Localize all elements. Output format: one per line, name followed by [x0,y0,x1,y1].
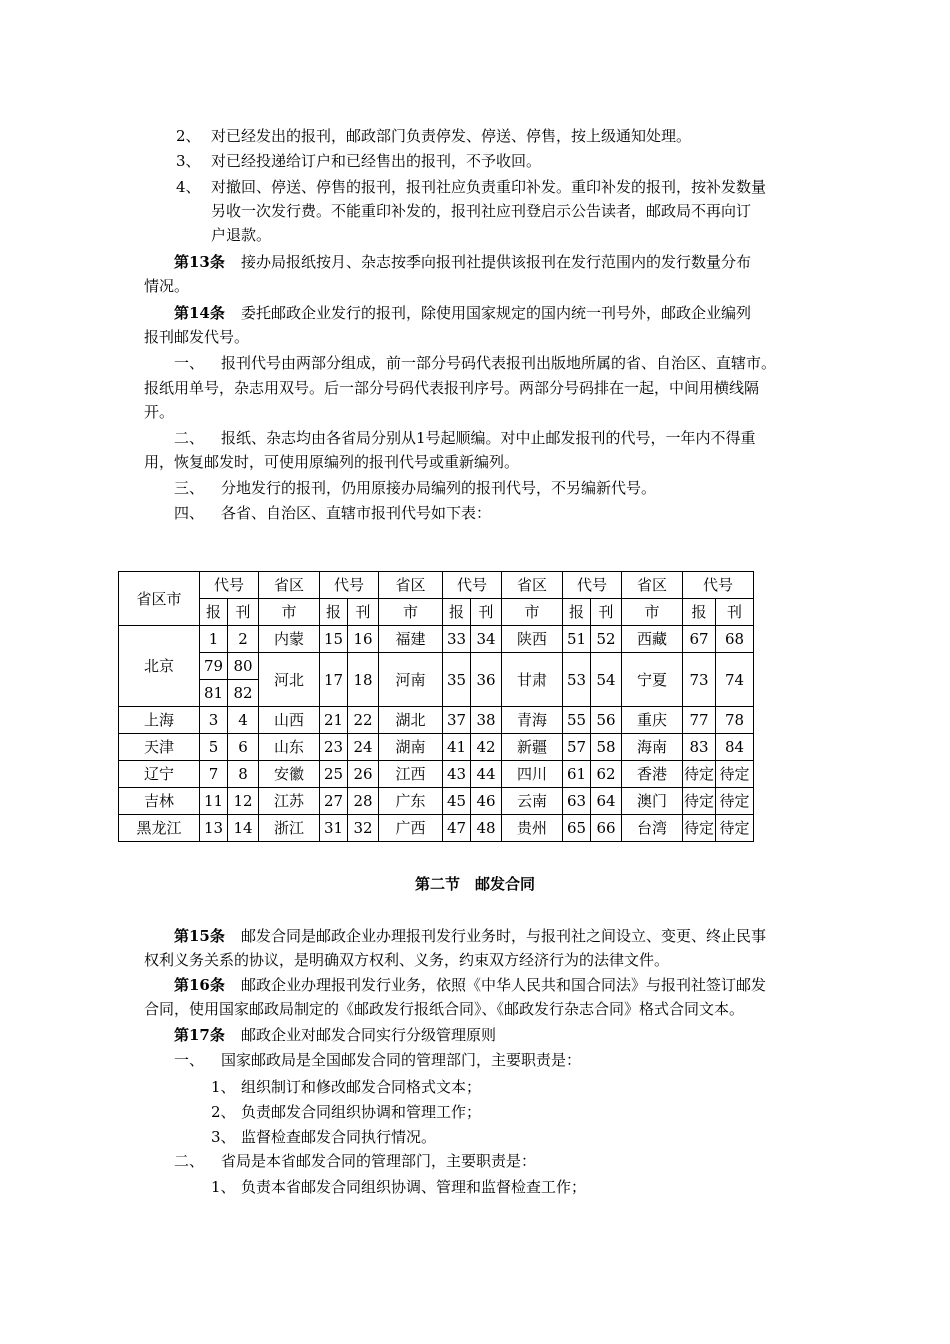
code-bao: 21 [320,707,348,734]
paragraph-17-1 [174,1049,582,1071]
code-bao: 79 [200,653,228,680]
article-label: 第17条 [174,1026,225,1044]
paragraph-number: 三、 [174,479,205,497]
code-kan: 68 [716,626,754,653]
region-cell: 海南 [622,734,683,761]
code-kan: 84 [716,734,754,761]
code-kan: 待定 [716,761,754,788]
header-code: 代号 [200,572,259,599]
header-bao: 报 [443,599,471,626]
table-subheader-row [119,599,754,626]
region-cell: 山东 [259,734,320,761]
header-kan: 刊 [471,599,502,626]
list-item [211,1076,482,1098]
article-text-cont: 情况。 [144,277,190,295]
code-kan: 74 [716,653,754,707]
table-row [119,734,754,761]
article-text-cont: 权利义务关系的协议，是明确双方权利、义务，约束双方经济行为的法律文件。 [144,951,670,969]
article-17 [174,1024,497,1046]
article-label: 第15条 [174,927,225,945]
region-cell: 浙江 [259,815,320,842]
header-region-city: 市 [379,599,443,626]
article-text: 委托邮政企业发行的报刊，除使用国家规定的国内统一刊号外，邮政企业编列 [241,304,752,322]
region-cell: 西藏 [622,626,683,653]
code-kan: 78 [716,707,754,734]
region-cell: 重庆 [622,707,683,734]
header-kan: 刊 [716,599,754,626]
header-code: 代号 [443,572,502,599]
region-cell: 河北 [259,653,320,707]
code-bao: 61 [563,761,591,788]
region-cell: 陕西 [502,626,563,653]
region-cell: 福建 [379,626,443,653]
region-cell: 澳门 [622,788,683,815]
code-bao: 23 [320,734,348,761]
code-bao: 3 [200,707,228,734]
item-number: 1、 [211,1178,236,1196]
region-cell: 内蒙 [259,626,320,653]
region-cell: 香港 [622,761,683,788]
article-text: 邮发合同是邮政企业办理报刊发行业务时，与报刊社之间设立、变更、终止民事 [241,927,767,945]
header-bao: 报 [683,599,716,626]
paragraph-text: 省局是本省邮发合同的管理部门，主要职责是： [221,1152,537,1170]
region-cell: 河南 [379,653,443,707]
article-13 [174,251,752,273]
code-bao: 41 [443,734,471,761]
paragraph-number: 一、 [174,1051,205,1069]
code-kan: 24 [348,734,379,761]
code-kan: 54 [591,653,622,707]
code-kan: 44 [471,761,502,788]
header-kan: 刊 [348,599,379,626]
code-bao: 73 [683,653,716,707]
paragraph-number: 二、 [174,429,205,447]
item-text: 监督检查邮发合同执行情况。 [241,1128,437,1146]
table-row [119,626,754,653]
article-label: 第13条 [174,253,225,271]
code-bao: 17 [320,653,348,707]
code-bao: 33 [443,626,471,653]
code-bao: 35 [443,653,471,707]
region-cell: 安徽 [259,761,320,788]
region-cell: 江苏 [259,788,320,815]
article-16 [174,974,767,996]
item-text-cont: 另收一次发行费。不能重印补发的，报刊社应刊登启示公告读者，邮政局不再向订 [211,202,752,220]
region-cell: 湖南 [379,734,443,761]
region-cell: 湖北 [379,707,443,734]
paragraph-text-cont: 开。 [144,403,175,421]
item-4 [176,176,767,198]
header-region: 省区 [502,572,563,599]
header-region-city: 市 [622,599,683,626]
header-kan: 刊 [591,599,622,626]
list-item [211,1101,482,1123]
article-text: 邮政企业对邮发合同实行分级管理原则 [241,1026,497,1044]
code-bao: 待定 [683,788,716,815]
header-region: 省区 [622,572,683,599]
item-text: 负责本省邮发合同组织协调、管理和监督检查工作； [241,1178,587,1196]
code-kan: 64 [591,788,622,815]
region-cell: 天津 [119,734,200,761]
region-cell: 新疆 [502,734,563,761]
region-cell: 山西 [259,707,320,734]
code-kan: 48 [471,815,502,842]
code-kan: 22 [348,707,379,734]
region-cell: 广西 [379,815,443,842]
header-kan: 刊 [228,599,259,626]
code-bao: 55 [563,707,591,734]
code-kan: 62 [591,761,622,788]
header-code: 代号 [683,572,754,599]
item-text: 组织制订和修改邮发合同格式文本； [241,1078,482,1096]
item-text: 对撤回、停送、停售的报刊，报刊社应负责重印补发。重印补发的报刊，按补发数量 [211,178,767,196]
code-kan: 80 [228,653,259,680]
code-kan: 36 [471,653,502,707]
code-kan: 56 [591,707,622,734]
header-region-city: 市 [502,599,563,626]
item-2 [176,125,692,147]
paragraph-2 [174,427,756,449]
code-kan: 16 [348,626,379,653]
item-3 [176,150,542,172]
code-kan: 28 [348,788,379,815]
header-bao: 报 [563,599,591,626]
code-bao: 51 [563,626,591,653]
article-text-cont: 合同，使用国家邮政局制定的《邮政发行报纸合同》、《邮政发行杂志合同》格式合同文本。 [144,1000,745,1018]
item-text: 对已经投递给订户和已经售出的报刊，不予收回。 [211,152,542,170]
header-code: 代号 [563,572,622,599]
newspaper-code-table [118,571,754,842]
code-kan: 18 [348,653,379,707]
code-bao: 25 [320,761,348,788]
code-bao: 5 [200,734,228,761]
region-cell: 黑龙江 [119,815,200,842]
region-cell: 甘肃 [502,653,563,707]
paragraph-1 [174,352,777,374]
item-number: 4、 [176,178,201,196]
region-cell: 辽宁 [119,761,200,788]
code-bao: 13 [200,815,228,842]
code-bao: 77 [683,707,716,734]
code-kan: 14 [228,815,259,842]
paragraph-text: 各省、自治区、直辖市报刊代号如下表： [221,504,492,522]
code-kan: 4 [228,707,259,734]
code-bao: 待定 [683,761,716,788]
code-kan: 待定 [716,788,754,815]
code-kan: 8 [228,761,259,788]
header-bao: 报 [320,599,348,626]
table-row [119,761,754,788]
header-region-city: 市 [259,599,320,626]
code-kan: 6 [228,734,259,761]
code-bao: 53 [563,653,591,707]
list-item [211,1126,437,1148]
item-text: 对已经发出的报刊，邮政部门负责停发、停送、停售，按上级通知处理。 [211,127,692,145]
region-cell: 贵州 [502,815,563,842]
paragraph-text-cont: 报纸用单号，杂志用双号。后一部分号码代表报刊序号。两部分号码排在一起，中间用横线隔 [144,379,760,397]
table-row [119,707,754,734]
code-bao: 57 [563,734,591,761]
code-bao: 81 [200,680,228,707]
code-bao: 1 [200,626,228,653]
region-cell: 青海 [502,707,563,734]
article-label: 第14条 [174,304,225,322]
code-bao: 15 [320,626,348,653]
item-number: 2、 [176,127,201,145]
paragraph-text: 分地发行的报刊，仍用原接办局编列的报刊代号，不另编新代号。 [221,479,657,497]
article-text: 邮政企业办理报刊发行业务，依照《中华人民共和国合同法》与报刊社签订邮发 [241,976,767,994]
code-bao: 待定 [683,815,716,842]
code-bao: 31 [320,815,348,842]
paragraph-number: 一、 [174,354,205,372]
region-cell: 四川 [502,761,563,788]
item-number: 3、 [211,1128,236,1146]
code-bao: 47 [443,815,471,842]
table-row [119,788,754,815]
item-text: 负责邮发合同组织协调和管理工作； [241,1103,482,1121]
code-kan: 12 [228,788,259,815]
code-kan: 52 [591,626,622,653]
header-region: 省区 [379,572,443,599]
table-header-row [119,572,754,599]
header-region: 省区 [259,572,320,599]
article-text: 接办局报纸按月、杂志按季向报刊社提供该报刊在发行范围内的发行数量分布 [241,253,752,271]
code-bao: 65 [563,815,591,842]
code-kan: 26 [348,761,379,788]
code-kan: 82 [228,680,259,707]
article-14 [174,302,752,324]
region-cell: 广东 [379,788,443,815]
code-bao: 67 [683,626,716,653]
header-region: 省区市 [119,572,200,626]
paragraph-17-2 [174,1150,537,1172]
code-kan: 46 [471,788,502,815]
table-row [119,815,754,842]
code-bao: 83 [683,734,716,761]
paragraph-number: 二、 [174,1152,205,1170]
region-cell: 云南 [502,788,563,815]
region-cell: 北京 [119,626,200,707]
region-cell: 台湾 [622,815,683,842]
paragraph-text-cont: 用，恢复邮发时，可使用原编列的报刊代号或重新编列。 [144,453,520,471]
code-kan: 34 [471,626,502,653]
region-cell: 吉林 [119,788,200,815]
code-kan: 42 [471,734,502,761]
code-kan: 66 [591,815,622,842]
region-cell: 宁夏 [622,653,683,707]
item-number: 1、 [211,1078,236,1096]
table-row [119,653,754,680]
paragraph-text: 国家邮政局是全国邮发合同的管理部门，主要职责是： [221,1051,582,1069]
code-bao: 7 [200,761,228,788]
article-15 [174,925,767,947]
code-kan: 待定 [716,815,754,842]
header-code: 代号 [320,572,379,599]
item-number: 2、 [211,1103,236,1121]
code-kan: 58 [591,734,622,761]
code-bao: 45 [443,788,471,815]
article-label: 第16条 [174,976,225,994]
item-text-cont: 户退款。 [211,226,272,244]
region-cell: 江西 [379,761,443,788]
paragraph-3 [174,477,657,499]
section-title: 第二节 邮发合同 [414,875,535,893]
code-bao: 37 [443,707,471,734]
code-bao: 11 [200,788,228,815]
code-bao: 63 [563,788,591,815]
region-cell: 上海 [119,707,200,734]
item-number: 3、 [176,152,201,170]
paragraph-text: 报纸、杂志均由各省局分别从1号起顺编。对中止邮发报刊的代号，一年内不得重 [221,429,756,447]
code-kan: 32 [348,815,379,842]
code-kan: 38 [471,707,502,734]
paragraph-number: 四、 [174,504,205,522]
list-item [211,1176,587,1198]
paragraph-text: 报刊代号由两部分组成，前一部分号码代表报刊出版地所属的省、自治区、直辖市。 [221,354,777,372]
code-bao: 43 [443,761,471,788]
paragraph-4 [174,502,492,524]
code-kan: 2 [228,626,259,653]
article-text-cont: 报刊邮发代号。 [144,328,250,346]
header-bao: 报 [200,599,228,626]
code-bao: 27 [320,788,348,815]
